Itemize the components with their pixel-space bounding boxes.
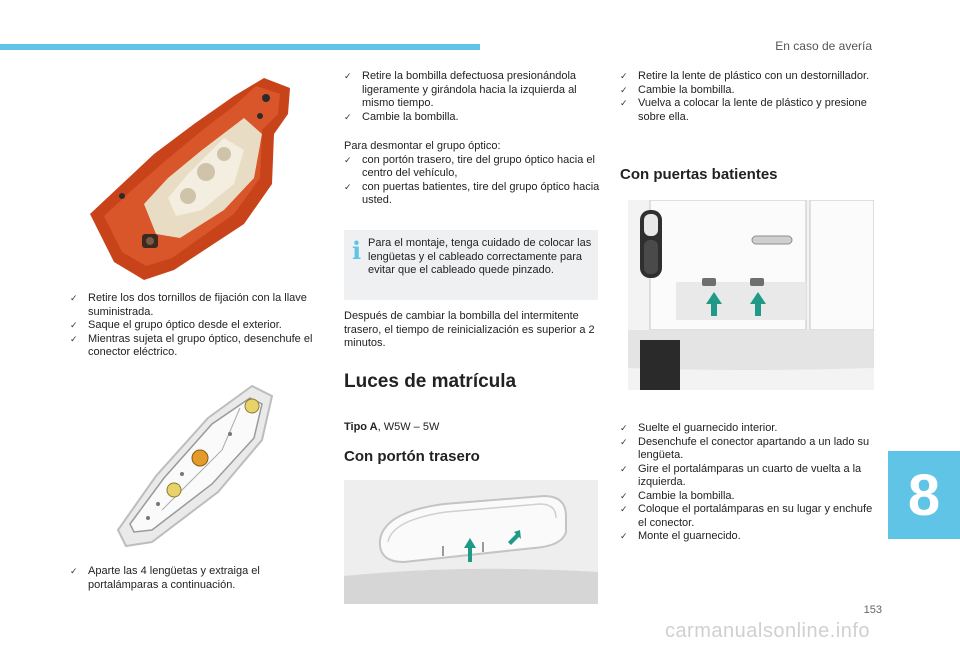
type-value: , W5W – 5W (377, 421, 440, 433)
check-bullet-icon: ✓ (70, 293, 78, 303)
check-bullet-icon: ✓ (70, 320, 78, 330)
tailgate-illustration (344, 480, 598, 604)
rear-lamp-illustration (84, 74, 296, 284)
list-item: ✓ Coloque el portalámparas en su lugar y enchufe el conector. (620, 503, 873, 529)
check-bullet-icon: ✓ (70, 333, 78, 344)
list-item: ✓ Gire el portalámparas un cuarto de vuelta a la izquierda. (620, 462, 862, 488)
bulb-type (344, 421, 602, 435)
section-title: En caso de avería (775, 39, 872, 53)
list-item: ✓ Retire los dos tornillos de fijación con la llave suministrada. (70, 292, 307, 318)
check-bullet-icon: ✓ (344, 154, 352, 165)
check-bullet-icon: ✓ (620, 490, 628, 501)
col1-steps-a (70, 292, 328, 360)
after-change-text: Después de cambiar la bombilla del intermitente trasero, el tiempo de reinicialización es superior a 2 minutos. (344, 310, 595, 349)
list-item: ✓ Cambie la bombilla. (620, 489, 735, 502)
heading-plate-lights: Luces de matrícula (344, 371, 517, 392)
heading-doors: Con puertas batientes (620, 166, 778, 183)
list-item: ✓ Cambie la bombilla. (344, 110, 459, 123)
check-bullet-icon: ✓ (620, 98, 628, 108)
col1-steps-b (70, 565, 328, 592)
col3-steps-b (620, 422, 876, 544)
chapter-tab: 8 (888, 451, 960, 539)
info-note-text: Para el montaje, tenga cuidado de colocar las lengüetas y el cableado correctamente para evitar que el cableado quede pinzado. (368, 237, 592, 276)
check-bullet-icon: ✓ (70, 566, 78, 576)
col2-steps-a (344, 70, 602, 124)
list-item: ✓ Vuelva a colocar la lente de plástico y presione sobre ella. (620, 97, 867, 123)
list-item: ✓ Cambie la bombilla. (620, 83, 735, 96)
list-item: ✓ Desenchufe el conector apartando a un lado su lengüeta. (620, 435, 870, 461)
check-bullet-icon: ✓ (620, 84, 628, 95)
page-number: 153 (863, 604, 882, 616)
list-item: ✓ Suelte el guarnecido interior. (620, 422, 778, 434)
bulb-holder-illustration (112, 380, 278, 550)
list-item: ✓ Retire la bombilla defectuosa presionándola ligeramente y girándola hacia la izquierda al mismo tiempo. (344, 70, 577, 109)
check-bullet-icon: ✓ (344, 71, 352, 81)
barn-doors-illustration (620, 200, 874, 390)
check-bullet-icon: ✓ (620, 436, 628, 447)
watermark: carmanualsonline.info (664, 620, 870, 642)
check-bullet-icon: ✓ (620, 71, 628, 81)
check-bullet-icon: ✓ (620, 463, 628, 474)
list-item: ✓ Mientras sujeta el grupo óptico, desenchufe el conector eléctrico. (70, 332, 313, 358)
check-bullet-icon: ✓ (620, 531, 628, 541)
list-item: ✓ con portón trasero, tire del grupo óptico hacia el centro del vehículo, (344, 153, 595, 179)
dismount-intro: Para desmontar el grupo óptico: (344, 140, 501, 152)
list-item: ✓ Aparte las 4 lengüetas y extraiga el portalámparas a continuación. (70, 565, 260, 591)
list-item: ✓ Retire la lente de plástico con un destornillador. (620, 70, 870, 82)
info-note (344, 230, 598, 300)
check-bullet-icon: ✓ (620, 423, 628, 433)
list-item: ✓ Saque el grupo óptico desde el exterior. (70, 319, 282, 331)
type-label: Tipo A (344, 421, 378, 433)
check-bullet-icon: ✓ (620, 504, 628, 514)
info-icon: i (352, 236, 362, 265)
check-bullet-icon: ✓ (344, 181, 352, 192)
list-item: ✓ Monte el guarnecido. (620, 530, 741, 542)
check-bullet-icon: ✓ (344, 111, 352, 122)
list-item: ✓ con puertas batientes, tire del grupo óptico hacia usted. (344, 180, 600, 206)
col2-dismount (344, 140, 602, 208)
header-accent-bar (0, 44, 480, 50)
heading-tailgate: Con portón trasero (344, 448, 480, 465)
col3-steps-a (620, 70, 876, 124)
